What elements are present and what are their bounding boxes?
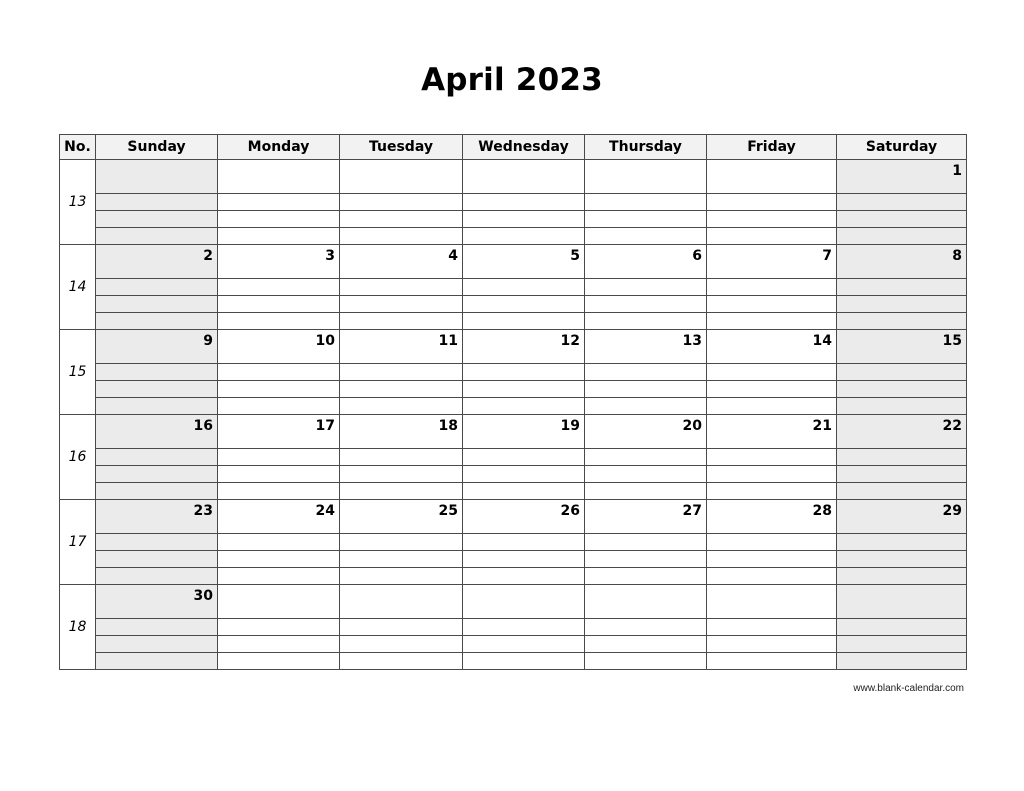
note-line[interactable] [707,296,837,313]
note-line[interactable] [707,364,837,381]
day-number: 2 [203,248,213,264]
note-line[interactable] [837,398,967,415]
note-line[interactable] [96,398,218,415]
note-line[interactable] [463,211,585,228]
day-cell[interactable] [218,500,340,534]
note-line-row [60,636,967,653]
note-line-row [60,194,967,211]
note-line-row [60,551,967,568]
header-saturday: Saturday [837,135,967,160]
note-line[interactable] [585,228,707,245]
note-line[interactable] [585,449,707,466]
note-line[interactable] [585,636,707,653]
day-cell[interactable] [463,415,585,449]
day-number: 28 [812,503,832,519]
note-line[interactable] [218,483,340,500]
note-line-row [60,398,967,415]
day-cell[interactable] [218,415,340,449]
note-line[interactable] [218,279,340,296]
day-number: 27 [682,503,702,519]
day-cell[interactable] [707,585,837,619]
note-line[interactable] [585,381,707,398]
note-line[interactable] [218,194,340,211]
note-line[interactable] [340,279,463,296]
note-line[interactable] [218,653,340,670]
note-line[interactable] [96,279,218,296]
day-number: 22 [942,418,962,434]
day-number: 13 [682,333,702,349]
day-number: 12 [560,333,580,349]
day-cell[interactable] [340,160,463,194]
day-cell[interactable] [463,500,585,534]
header-sunday: Sunday [96,135,218,160]
calendar-grid [59,134,967,670]
week-number: 14 [60,245,96,330]
week-number: 18 [60,585,96,670]
day-cell[interactable] [707,415,837,449]
header-thursday: Thursday [585,135,707,160]
note-line[interactable] [837,211,967,228]
note-line[interactable] [707,653,837,670]
page-title: April 2023 [421,62,603,98]
day-cell[interactable] [218,160,340,194]
day-number: 10 [315,333,335,349]
day-cell[interactable] [96,160,218,194]
week-number: 16 [60,415,96,500]
note-line[interactable] [218,364,340,381]
day-number: 19 [560,418,580,434]
note-line-row [60,279,967,296]
note-line[interactable] [96,194,218,211]
day-cell[interactable] [837,245,967,279]
note-line[interactable] [585,466,707,483]
header-monday: Monday [218,135,340,160]
day-cell[interactable] [463,160,585,194]
note-line[interactable] [340,534,463,551]
week-number: 15 [60,330,96,415]
note-line[interactable] [96,211,218,228]
day-cell[interactable] [96,500,218,534]
note-line[interactable] [96,228,218,245]
day-number: 30 [193,588,213,604]
note-line[interactable] [340,211,463,228]
note-line-row [60,313,967,330]
day-number: 18 [438,418,458,434]
note-line[interactable] [463,568,585,585]
note-line[interactable] [463,466,585,483]
day-cell[interactable] [218,585,340,619]
note-line[interactable] [837,534,967,551]
day-cell[interactable] [707,245,837,279]
note-line[interactable] [707,568,837,585]
note-line[interactable] [585,653,707,670]
note-line[interactable] [707,636,837,653]
note-line[interactable] [837,279,967,296]
note-line-row [60,466,967,483]
note-line[interactable] [707,449,837,466]
calendar-body [60,160,967,670]
note-line[interactable] [463,364,585,381]
day-cell[interactable] [340,330,463,364]
note-line[interactable] [837,364,967,381]
week-row [60,415,967,449]
note-line[interactable] [96,449,218,466]
note-line-row [60,653,967,670]
note-line[interactable] [585,534,707,551]
note-line[interactable] [463,449,585,466]
week-row [60,500,967,534]
note-line[interactable] [340,296,463,313]
week-row [60,245,967,279]
note-line[interactable] [837,296,967,313]
note-line[interactable] [837,449,967,466]
note-line[interactable] [96,551,218,568]
day-cell[interactable] [340,245,463,279]
day-cell[interactable] [585,160,707,194]
day-number [702,595,706,598]
note-line[interactable] [463,619,585,636]
note-line[interactable] [463,653,585,670]
day-cell[interactable] [837,415,967,449]
note-line[interactable] [218,619,340,636]
note-line[interactable] [463,296,585,313]
day-cell[interactable] [340,415,463,449]
note-line[interactable] [218,211,340,228]
note-line-row [60,483,967,500]
note-line[interactable] [218,449,340,466]
note-line[interactable] [707,466,837,483]
note-line[interactable] [707,279,837,296]
day-number: 17 [315,418,335,434]
day-number: 1 [952,163,962,179]
day-number: 3 [325,248,335,264]
day-number: 21 [812,418,832,434]
day-cell[interactable] [96,415,218,449]
note-line[interactable] [218,398,340,415]
note-line[interactable] [837,483,967,500]
day-number: 20 [682,418,702,434]
note-line[interactable] [218,551,340,568]
note-line[interactable] [707,619,837,636]
note-line[interactable] [340,653,463,670]
note-line[interactable] [96,619,218,636]
day-cell[interactable] [837,330,967,364]
note-line[interactable] [218,466,340,483]
note-line[interactable] [837,653,967,670]
note-line[interactable] [340,568,463,585]
note-line[interactable] [340,313,463,330]
note-line[interactable] [218,381,340,398]
note-line[interactable] [707,194,837,211]
week-number: 17 [60,500,96,585]
note-line[interactable] [585,211,707,228]
note-line[interactable] [96,381,218,398]
note-line[interactable] [340,398,463,415]
day-number [962,595,966,598]
day-number [458,170,462,173]
note-line[interactable] [585,296,707,313]
note-line[interactable] [340,194,463,211]
note-line[interactable] [707,313,837,330]
note-line[interactable] [585,313,707,330]
day-number: 5 [570,248,580,264]
note-line[interactable] [340,364,463,381]
note-line[interactable] [585,398,707,415]
note-line[interactable] [707,483,837,500]
note-line[interactable] [585,619,707,636]
week-row [60,585,967,619]
note-line[interactable] [463,381,585,398]
note-line[interactable] [707,398,837,415]
note-line[interactable] [340,636,463,653]
note-line-row [60,568,967,585]
note-line[interactable] [218,534,340,551]
day-cell[interactable] [218,245,340,279]
note-line[interactable] [463,398,585,415]
note-line[interactable] [96,296,218,313]
note-line[interactable] [585,279,707,296]
note-line[interactable] [707,551,837,568]
day-number: 6 [692,248,702,264]
day-number: 26 [560,503,580,519]
note-line[interactable] [707,534,837,551]
note-line[interactable] [340,619,463,636]
note-line-row [60,228,967,245]
note-line[interactable] [585,194,707,211]
note-line[interactable] [96,483,218,500]
note-line[interactable] [837,466,967,483]
day-cell[interactable] [837,160,967,194]
note-line[interactable] [340,483,463,500]
day-cell[interactable] [585,415,707,449]
day-number: 23 [193,503,213,519]
day-cell[interactable] [707,330,837,364]
note-line[interactable] [463,534,585,551]
note-line[interactable] [340,551,463,568]
note-line[interactable] [707,228,837,245]
day-cell[interactable] [585,245,707,279]
note-line[interactable] [463,279,585,296]
day-cell[interactable] [585,330,707,364]
note-line-row [60,534,967,551]
day-number: 16 [193,418,213,434]
note-line[interactable] [463,483,585,500]
note-line[interactable] [96,364,218,381]
note-line[interactable] [463,313,585,330]
day-number: 25 [438,503,458,519]
day-cell[interactable] [837,585,967,619]
day-cell[interactable] [837,500,967,534]
note-line[interactable] [707,381,837,398]
note-line-row [60,619,967,636]
note-line[interactable] [340,449,463,466]
day-cell[interactable] [463,245,585,279]
day-cell[interactable] [96,330,218,364]
day-cell[interactable] [96,585,218,619]
header-friday: Friday [707,135,837,160]
note-line[interactable] [837,313,967,330]
note-line[interactable] [585,364,707,381]
week-number: 13 [60,160,96,245]
day-number [213,170,217,173]
note-line-row [60,296,967,313]
day-number [335,595,339,598]
day-number: 15 [942,333,962,349]
day-cell[interactable] [707,500,837,534]
day-number: 24 [315,503,335,519]
note-line[interactable] [837,194,967,211]
note-line[interactable] [837,636,967,653]
header-row [60,135,967,160]
header-wednesday: Wednesday [463,135,585,160]
day-number: 14 [812,333,832,349]
day-cell[interactable] [340,500,463,534]
day-cell[interactable] [585,585,707,619]
note-line[interactable] [707,211,837,228]
day-number: 7 [822,248,832,264]
day-number: 4 [448,248,458,264]
day-number: 29 [942,503,962,519]
day-number [580,595,584,598]
note-line[interactable] [218,228,340,245]
note-line[interactable] [96,313,218,330]
note-line[interactable] [218,568,340,585]
note-line[interactable] [96,568,218,585]
note-line-row [60,381,967,398]
note-line[interactable] [837,228,967,245]
day-cell[interactable] [96,245,218,279]
day-number: 11 [438,333,458,349]
day-cell[interactable] [585,500,707,534]
note-line[interactable] [463,551,585,568]
note-line[interactable] [96,653,218,670]
day-number: 9 [203,333,213,349]
note-line[interactable] [340,466,463,483]
day-cell[interactable] [218,330,340,364]
note-line[interactable] [837,568,967,585]
day-number [458,595,462,598]
day-cell[interactable] [340,585,463,619]
day-number [580,170,584,173]
note-line[interactable] [585,483,707,500]
note-line[interactable] [340,228,463,245]
note-line[interactable] [837,551,967,568]
note-line-row [60,364,967,381]
note-line[interactable] [96,466,218,483]
day-cell[interactable] [463,330,585,364]
note-line[interactable] [218,313,340,330]
footer-url: www.blank-calendar.com [853,683,964,694]
day-cell[interactable] [707,160,837,194]
header-tuesday: Tuesday [340,135,463,160]
day-number [832,595,836,598]
note-line[interactable] [837,381,967,398]
day-number [832,170,836,173]
note-line[interactable] [218,296,340,313]
day-number: 8 [952,248,962,264]
note-line[interactable] [218,636,340,653]
week-row [60,160,967,194]
note-line[interactable] [96,534,218,551]
day-number [702,170,706,173]
note-line[interactable] [96,636,218,653]
day-cell[interactable] [463,585,585,619]
note-line[interactable] [463,228,585,245]
note-line-row [60,211,967,228]
day-number [335,170,339,173]
header-week-number: No. [60,135,96,160]
week-row [60,330,967,364]
note-line[interactable] [585,551,707,568]
note-line[interactable] [463,636,585,653]
note-line[interactable] [837,619,967,636]
note-line[interactable] [585,568,707,585]
note-line-row [60,449,967,466]
note-line[interactable] [463,194,585,211]
note-line[interactable] [340,381,463,398]
